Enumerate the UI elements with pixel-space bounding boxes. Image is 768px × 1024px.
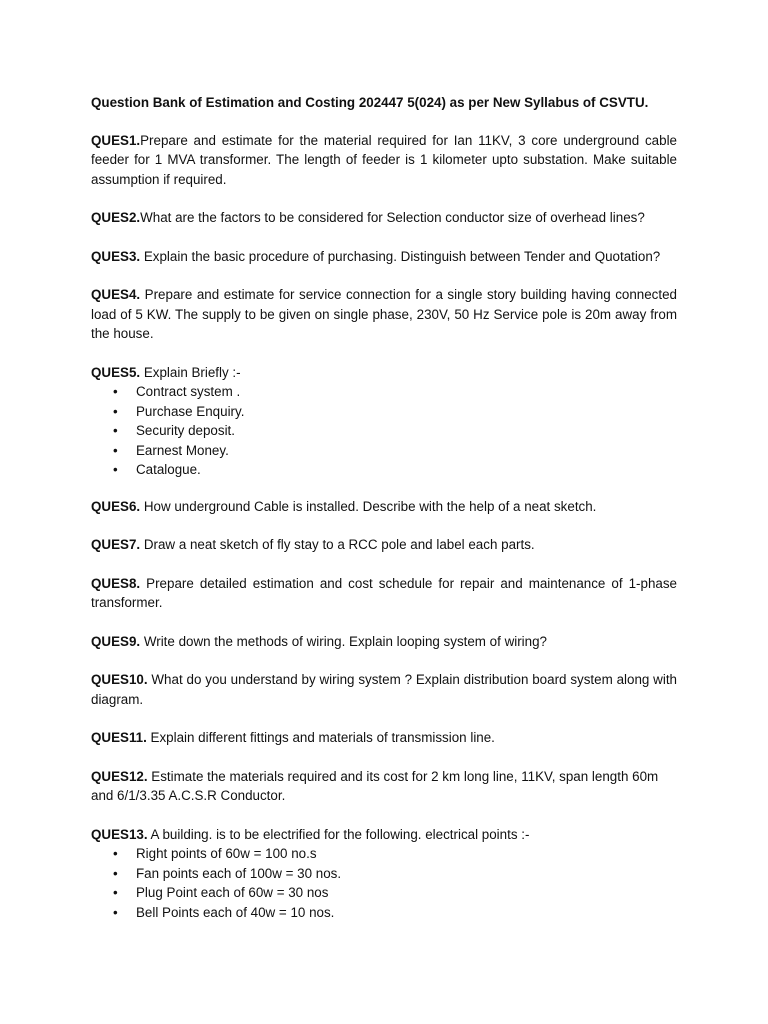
question-4 [91, 285, 677, 344]
question-text: Explain different fittings and materials of transmission line. [146, 730, 495, 745]
question-text: Explain Briefly :- [140, 364, 241, 380]
question-13 [91, 825, 677, 923]
question-text: Prepare detailed estimation and cost schedule for repair and maintenance of 1-phase transformer. [91, 575, 677, 610]
question-label: QUES7. [91, 537, 141, 552]
question-label: QUES3. [91, 248, 141, 264]
list-item-text: Security deposit. [136, 423, 235, 438]
list-item [91, 382, 677, 402]
bullet-icon: • [113, 403, 118, 419]
question-text: What are the factors to be considered for Selection conductor size of overhead lines? [140, 210, 645, 225]
question-7 [91, 535, 677, 555]
bullet-icon: • [113, 865, 118, 881]
question-2 [91, 208, 677, 228]
bullet-icon: • [113, 885, 118, 900]
question-label: QUES10. [91, 672, 148, 687]
question-text: Draw a neat sketch of fly stay to a RCC pole and label each parts. [140, 537, 535, 552]
bullet-icon: • [113, 442, 118, 458]
list-item [91, 903, 677, 923]
list-item [91, 441, 677, 461]
question-text: Prepare and estimate for service connection for a single story building having connected load of 5 KW. The supply to be given on single phase, 230V, 50 Hz Service pole is 20m away from the house. [91, 287, 677, 341]
question-label: QUES13. [91, 826, 148, 842]
list-item-text: Purchase Enquiry. [136, 403, 245, 419]
list-item-text: Plug Point each of 60w = 30 nos [136, 885, 329, 900]
question-1 [91, 131, 677, 190]
bullet-icon: • [113, 384, 118, 399]
question-label: QUES8. [91, 575, 141, 591]
question-label: QUES9. [91, 633, 141, 649]
question-text: Prepare and estimate for the material required for Ian 11KV, 3 core underground cable feeder for 1 MVA transformer. The length of feeder is 1 kilometer upto substation. Make suitable assumption if required. [91, 132, 677, 187]
list-item [91, 402, 677, 422]
question-3 [91, 247, 677, 267]
document-page [91, 93, 677, 922]
question-text: What do you understand by wiring system ? Explain distribution board system along with diagram. [91, 672, 677, 707]
question-label: QUES6. [91, 498, 141, 514]
list-item [91, 460, 677, 480]
bullet-icon: • [113, 846, 118, 861]
list-item-text: Earnest Money. [136, 442, 229, 458]
bullet-icon: • [113, 423, 118, 438]
bullet-icon: • [113, 904, 118, 920]
list-item [91, 864, 677, 884]
question-10 [91, 670, 677, 709]
question-8 [91, 574, 677, 613]
question-5 [91, 363, 677, 480]
document-title: Question Bank of Estimation and Costing 202447 5(024) as per New Syllabus of CSVTU. [91, 95, 649, 110]
question-label: QUES5. [91, 364, 141, 380]
list-item-text: Right points of 60w = 100 no.s [136, 846, 317, 861]
list-item-text: Catalogue. [136, 462, 201, 477]
question-text: Estimate the materials required and its cost for 2 km long line, 11KV, span length 60m and 6/1/3.35 A.C.S.R Conductor. [91, 768, 659, 803]
bullet-list [91, 382, 677, 480]
question-text: Explain the basic procedure of purchasing. Distinguish between Tender and Quotation? [140, 248, 661, 264]
bullet-list [91, 844, 677, 922]
question-label: QUES2. [91, 210, 141, 225]
question-label: QUES1. [91, 132, 141, 148]
list-item-text: Bell Points each of 40w = 10 nos. [136, 904, 335, 920]
question-12 [91, 767, 677, 806]
question-text: How underground Cable is installed. Describe with the help of a neat sketch. [140, 498, 597, 514]
question-9 [91, 632, 677, 652]
question-11 [91, 728, 677, 748]
question-text: A building. is to be electrified for the following. electrical points :- [147, 826, 530, 842]
list-item-text: Contract system . [136, 384, 241, 399]
question-label: QUES4. [91, 287, 141, 302]
list-item [91, 883, 677, 903]
list-item [91, 421, 677, 441]
question-text: Write down the methods of wiring. Explain looping system of wiring? [140, 633, 547, 649]
question-label: QUES11. [91, 730, 147, 745]
question-6 [91, 497, 677, 517]
list-item-text: Fan points each of 100w = 30 nos. [136, 865, 342, 881]
list-item [91, 844, 677, 864]
bullet-icon: • [113, 462, 118, 477]
question-label: QUES12. [91, 768, 148, 784]
